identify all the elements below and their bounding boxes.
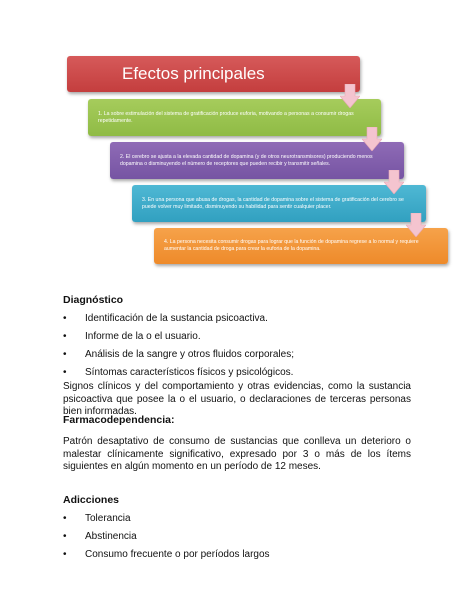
list-item: • Abstinencia: [63, 531, 411, 549]
down-arrow-icon: [406, 213, 426, 237]
farmaco-heading: Farmacodependencia:: [63, 414, 175, 426]
list-item: • Análisis de la sangre y otros fluidos corporales;: [63, 349, 411, 367]
diagram-step-3: 3. En una persona que abusa de drogas, la cantidad de dopamina sobre el sistema de gratificación del cerebro se puede volver muy limitado, disminuyendo su habilidad para sentir cualquier placer.: [132, 185, 426, 222]
diagram-title: Efectos principales: [67, 56, 360, 92]
diagram-step-1: 1. La sobre estimulación del sistema de gratificación produce euforia, motivando a personas a consumir drogas repetidamente.: [88, 99, 381, 136]
adicciones-list: [63, 513, 411, 567]
diagnostico-paragraph: Signos clínicos y del comportamiento y otras evidencias, como la sustancia psicoactiva que posee la o el usuario, o declaraciones de terceras personas bien informadas.: [63, 381, 411, 417]
list-item: • Informe de la o el usuario.: [63, 331, 411, 349]
diagnostico-heading: Diagnóstico: [63, 294, 124, 306]
down-arrow-icon: [362, 127, 382, 151]
diagram-step-4: 4. La persona necesita consumir drogas para lograr que la función de dopamina regrese a lo normal y requiere aumentar la cantidad de droga para crear la euforia de la dopamina.: [154, 228, 448, 264]
list-item: • Identificación de la sustancia psicoactiva.: [63, 313, 411, 331]
adicciones-heading: Adicciones: [63, 494, 120, 506]
list-item: • Consumo frecuente o por períodos largos: [63, 549, 411, 567]
down-arrow-icon: [340, 84, 360, 108]
list-item: • Tolerancia: [63, 513, 411, 531]
list-item: • Síntomas característicos físicos y psicológicos.: [63, 367, 411, 385]
farmaco-paragraph: Patrón desaptativo de consumo de sustancias que conlleva un deterioro o malestar clínicamente significativo, expresado por 3 o más de los ítems siguientes en algún momento en un período de 12 meses.: [63, 436, 411, 472]
down-arrow-icon: [384, 170, 404, 194]
diagnostico-list: [63, 313, 411, 385]
diagram-step-2: 2. El cerebro se ajusta a la elevada cantidad de dopamina (y de otros neurotransmisores) produciendo menos dopamina o disminuyendo el número de receptores que pueden recibir y transmitir señales.: [110, 142, 404, 179]
